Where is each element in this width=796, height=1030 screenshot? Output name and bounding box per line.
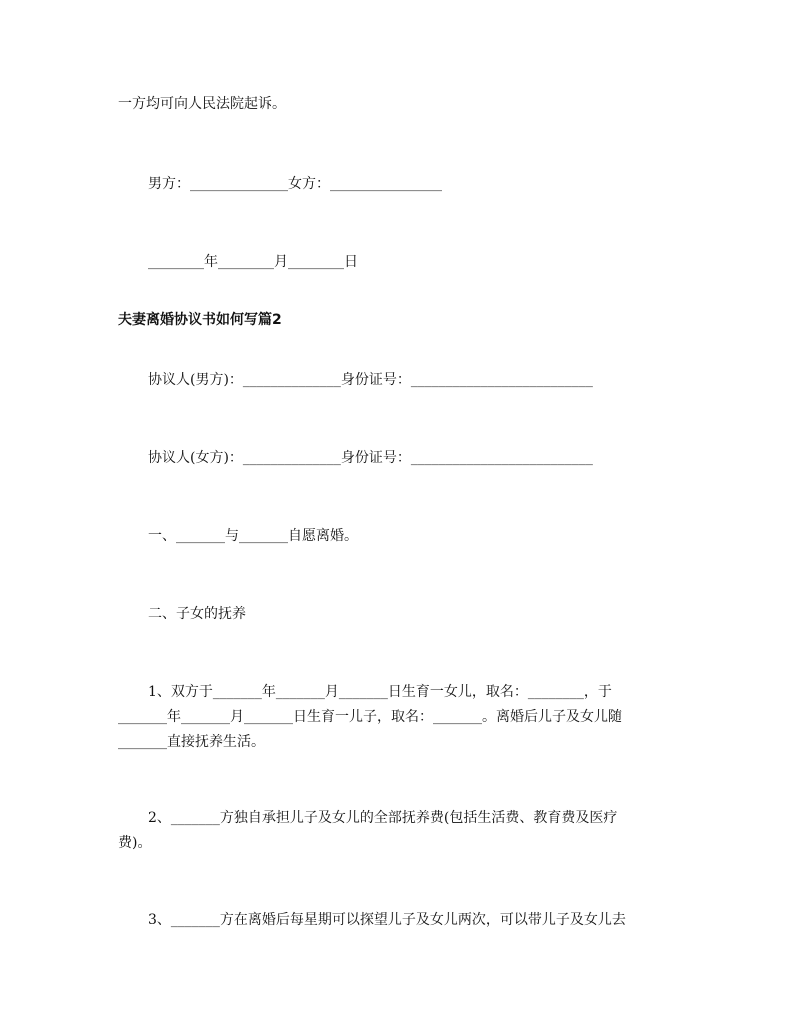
paragraph-lawsuit: 一方均可向人民法院起诉。	[118, 96, 286, 112]
paragraph-signatures: 男方：______________女方：________________	[148, 176, 442, 192]
clause-2-3-line-1: 3、_______方在离婚后每星期可以探望儿子及女儿两次，可以带儿子及女儿去	[148, 912, 626, 928]
clause-2-1-line-1: 1、双方于_______年_______月_______日生育一女儿，取名：________，于	[148, 684, 612, 700]
clause-2-2-line-1: 2、_______方独自承担儿子及女儿的全部抚养费(包括生活费、教育费及医疗	[148, 810, 618, 826]
clause-2-1-line-3: _______直接抚养生活。	[118, 734, 265, 750]
paragraph-party-male: 协议人(男方)：______________身份证号：__________________________	[148, 372, 593, 388]
clause-two-title: 二、子女的抚养	[148, 606, 246, 622]
section-heading: 夫妻离婚协议书如何写篇2	[118, 312, 282, 328]
paragraph-party-female: 协议人(女方)：______________身份证号：__________________________	[148, 450, 593, 466]
clause-one: 一、_______与_______自愿离婚。	[148, 528, 358, 544]
clause-2-2-line-2: 费)。	[118, 835, 152, 851]
paragraph-date: ________年________月________日	[148, 254, 358, 270]
clause-2-1-line-2: _______年_______月_______日生育一儿子，取名：_______。离婚后儿子及女儿随	[118, 709, 622, 725]
